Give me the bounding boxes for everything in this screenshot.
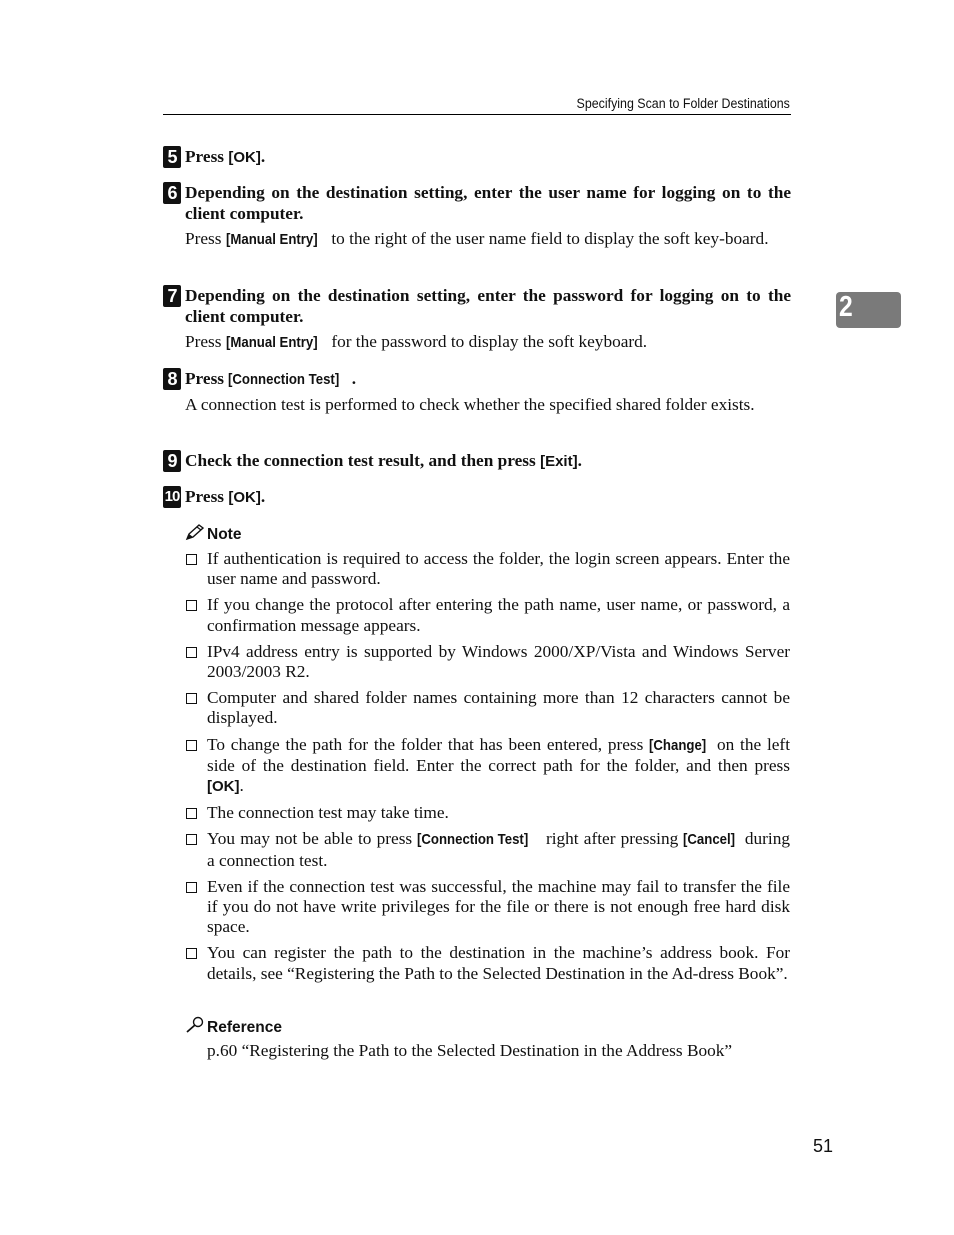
chapter-tab [836, 292, 901, 328]
change-key-label: [Change] [649, 736, 707, 754]
running-header: Specifying Scan to Folder Destinations [576, 96, 790, 111]
cancel-key-label: [Cancel] [683, 831, 736, 849]
step-body: A connection test is performed to check whether the specified shared folder exists. [185, 395, 755, 414]
note-label: Note [185, 524, 241, 544]
step-number: 8 [163, 368, 181, 390]
note-item: If you change the protocol after entering the path name, user name, or password, a confirmation message appears. [185, 595, 790, 635]
manual-entry-key-label: [Manual Entry] [225, 334, 318, 351]
header-rule [163, 114, 791, 115]
page-number: 51 [813, 1136, 834, 1156]
step-number: 9 [163, 450, 181, 472]
step-heading: Depending on the destination setting, enter the user name for logging on to the client computer. [185, 183, 791, 223]
note-item: You can register the path to the destination in the machine’s address book. For details, see “Registering the Path to the Selected Destination in the Ad-dress Book”. [185, 943, 790, 983]
step-body: Press [Manual Entry] to the right of the user name field to display the soft key-board. [185, 229, 791, 251]
step-9 [163, 450, 791, 472]
note-item: If authentication is required to access the folder, the login screen appears. Enter the user name and password. [185, 549, 790, 589]
step-heading: Press [OK]. [185, 147, 266, 166]
connection-test-key-label: [Connection Test] [417, 831, 529, 849]
reference-label: Reference [185, 1016, 282, 1037]
step-7 [163, 285, 791, 354]
note-item: Even if the connection test was successful, the machine may fail to transfer the file if you do not have write privileges for the file or there is not enough free hard disk space. [185, 877, 790, 938]
checkbox-icon [186, 808, 197, 819]
step-heading: Depending on the destination setting, enter the password for logging on to the client computer. [185, 286, 791, 326]
note-item: IPv4 address entry is supported by Windows 2000/XP/Vista and Windows Server 2003/2003 R2. [185, 642, 790, 682]
note-item: Computer and shared folder names containing more than 12 characters cannot be displayed. [185, 688, 790, 728]
step-8 [163, 368, 791, 416]
ok-key-label: [OK] [228, 149, 261, 166]
checkbox-icon [186, 554, 197, 565]
step-number: 7 [163, 285, 181, 307]
step-heading: Press [Connection Test] . [185, 369, 357, 388]
step-heading: Press [OK]. [185, 487, 266, 506]
reference-text: p.60 “Registering the Path to the Selected Destination in the Address Book” [207, 1041, 733, 1060]
step-5 [163, 146, 791, 168]
pencil-icon [185, 524, 205, 541]
checkbox-icon [186, 740, 197, 751]
note-item: To change the path for the folder that has been entered, press [Change] on the left side of the destination field. Enter the correct path for the folder, and then press [OK]. [185, 735, 790, 798]
magnifier-icon [185, 1016, 205, 1034]
note-item: The connection test may take time. [185, 803, 790, 823]
checkbox-icon [186, 948, 197, 959]
checkbox-icon [186, 882, 197, 893]
exit-key-label: [Exit] [540, 453, 578, 470]
ok-key-label: [OK] [207, 778, 240, 796]
checkbox-icon [186, 647, 197, 658]
step-number: 6 [163, 182, 181, 204]
manual-entry-key-label: [Manual Entry] [225, 231, 318, 248]
checkbox-icon [186, 600, 197, 611]
step-number: 10 [163, 486, 181, 508]
chapter-number: 2 [839, 291, 853, 323]
step-10 [163, 486, 791, 508]
step-number: 5 [163, 146, 181, 168]
checkbox-icon [186, 834, 197, 845]
checkbox-icon [186, 693, 197, 704]
note-list [185, 549, 790, 990]
step-heading: Check the connection test result, and then press [Exit]. [185, 451, 582, 470]
step-body: Press [Manual Entry] for the password to display the soft keyboard. [185, 332, 791, 354]
note-item: You may not be able to press [Connection Test] right after pressing [Cancel] during a connection test. [185, 829, 790, 870]
step-6 [163, 182, 791, 251]
ok-key-label: [OK] [228, 489, 261, 506]
connection-test-key-label: [Connection Test] [228, 371, 340, 388]
